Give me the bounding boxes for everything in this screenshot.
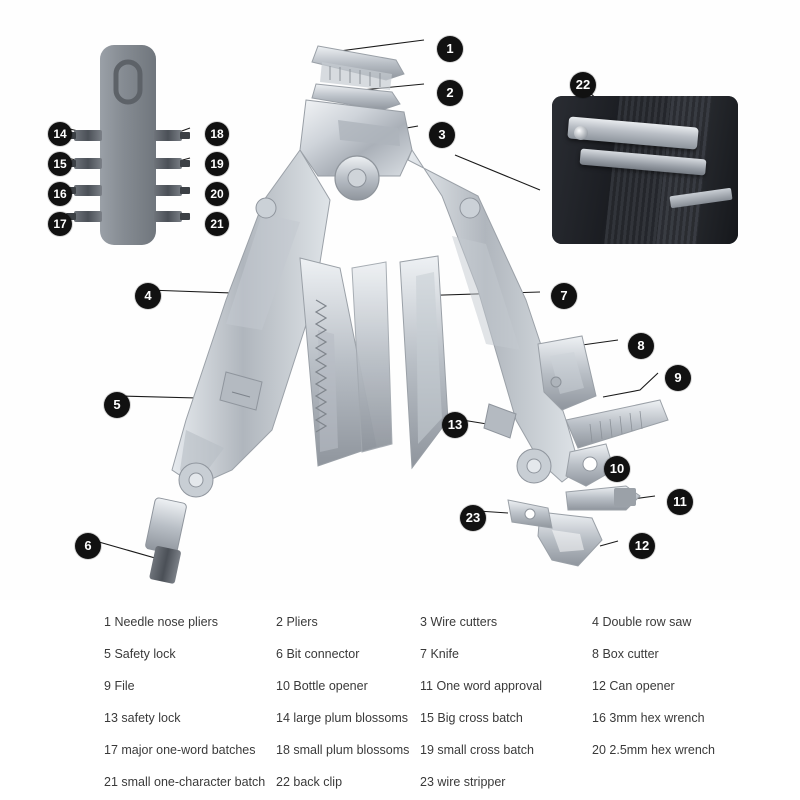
legend-label: 3mm hex wrench <box>609 711 705 725</box>
legend-label: large plum blossoms <box>293 711 409 725</box>
legend-row <box>0 702 800 734</box>
legend-label: Can opener <box>609 679 675 693</box>
legend-row <box>0 766 800 798</box>
legend-item-1 <box>0 606 276 638</box>
legend-item-14 <box>276 702 420 734</box>
legend-label: small cross batch <box>437 743 534 757</box>
legend-label: File <box>114 679 135 693</box>
legend-item-4 <box>592 606 776 638</box>
legend-row <box>0 670 800 702</box>
legend-label: 2.5mm hex wrench <box>609 743 715 757</box>
legend-num: 5 <box>104 647 111 661</box>
legend-num: 4 <box>592 615 599 629</box>
legend-item-23 <box>420 766 592 798</box>
legend-item-20 <box>592 734 776 766</box>
callout-18: 18 <box>205 122 229 146</box>
legend-row <box>0 734 800 766</box>
callout-8: 8 <box>628 333 654 359</box>
legend-label: small one-character batch <box>121 775 266 789</box>
callout-10: 10 <box>604 456 630 482</box>
legend-label: One word approval <box>436 679 543 693</box>
legend-num: 18 <box>276 743 290 757</box>
legend-item-5 <box>0 638 276 670</box>
legend-item-2 <box>276 606 420 638</box>
callout-17: 17 <box>48 212 72 236</box>
callout-11: 11 <box>667 489 693 515</box>
callout-16: 16 <box>48 182 72 206</box>
legend-label: major one-word batches <box>121 743 256 757</box>
legend-item-8 <box>592 638 776 670</box>
callout-23: 23 <box>460 505 486 531</box>
legend-label: Double row saw <box>602 615 692 629</box>
legend-item-empty <box>592 766 776 798</box>
legend-label: safety lock <box>121 711 181 725</box>
legend-item-19 <box>420 734 592 766</box>
bit-holder-group <box>66 45 190 245</box>
legend-item-12 <box>592 670 776 702</box>
legend-num: 13 <box>104 711 118 725</box>
legend-row <box>0 638 800 670</box>
callout-21: 21 <box>205 212 229 236</box>
legend-num: 20 <box>592 743 606 757</box>
callout-12: 12 <box>629 533 655 559</box>
callout-1: 1 <box>437 36 463 62</box>
legend-item-7 <box>420 638 592 670</box>
legend-item-17 <box>0 734 276 766</box>
legend-label: Needle nose pliers <box>114 615 218 629</box>
legend-item-10 <box>276 670 420 702</box>
legend-num: 9 <box>104 679 111 693</box>
legend-num: 23 <box>420 775 434 789</box>
legend-num: 19 <box>420 743 434 757</box>
legend-num: 22 <box>276 775 290 789</box>
callout-7: 7 <box>551 283 577 309</box>
legend-num: 16 <box>592 711 606 725</box>
callout-2: 2 <box>437 80 463 106</box>
legend-item-22 <box>276 766 420 798</box>
legend-num: 6 <box>276 647 283 661</box>
legend-label: back clip <box>293 775 343 789</box>
legend-label: wire stripper <box>437 775 506 789</box>
legend-item-9 <box>0 670 276 702</box>
legend-num: 8 <box>592 647 599 661</box>
legend-item-16 <box>592 702 776 734</box>
legend-item-15 <box>420 702 592 734</box>
legend-item-13 <box>0 702 276 734</box>
callout-9: 9 <box>665 365 691 391</box>
callout-19: 19 <box>205 152 229 176</box>
parts-legend <box>0 600 800 800</box>
legend-num: 3 <box>420 615 427 629</box>
legend-num: 21 <box>104 775 118 789</box>
legend-num: 7 <box>420 647 427 661</box>
legend-label: Box cutter <box>602 647 659 661</box>
callout-15: 15 <box>48 152 72 176</box>
callout-5: 5 <box>104 392 130 418</box>
legend-label: Wire cutters <box>430 615 498 629</box>
legend-label: Bottle opener <box>293 679 368 693</box>
legend-item-18 <box>276 734 420 766</box>
callout-14: 14 <box>48 122 72 146</box>
callout-4: 4 <box>135 283 161 309</box>
legend-label: small plum blossoms <box>293 743 410 757</box>
back-clip-photo-inset <box>552 96 738 244</box>
callout-3: 3 <box>429 122 455 148</box>
legend-item-6 <box>276 638 420 670</box>
legend-label: Big cross batch <box>437 711 523 725</box>
legend-num: 12 <box>592 679 606 693</box>
callout-22: 22 <box>570 72 596 98</box>
legend-label: Bit connector <box>286 647 360 661</box>
callout-13: 13 <box>442 412 468 438</box>
callout-6: 6 <box>75 533 101 559</box>
legend-num: 11 <box>420 679 433 693</box>
legend-num: 14 <box>276 711 290 725</box>
legend-row <box>0 606 800 638</box>
callout-20: 20 <box>205 182 229 206</box>
legend-num: 17 <box>104 743 118 757</box>
legend-item-11 <box>420 670 592 702</box>
legend-item-21 <box>0 766 276 798</box>
legend-num: 15 <box>420 711 434 725</box>
legend-num: 1 <box>104 615 111 629</box>
legend-num: 10 <box>276 679 290 693</box>
legend-num: 2 <box>276 615 283 629</box>
legend-label: Knife <box>430 647 459 661</box>
legend-label: Pliers <box>286 615 318 629</box>
legend-item-3 <box>420 606 592 638</box>
legend-label: Safety lock <box>114 647 176 661</box>
